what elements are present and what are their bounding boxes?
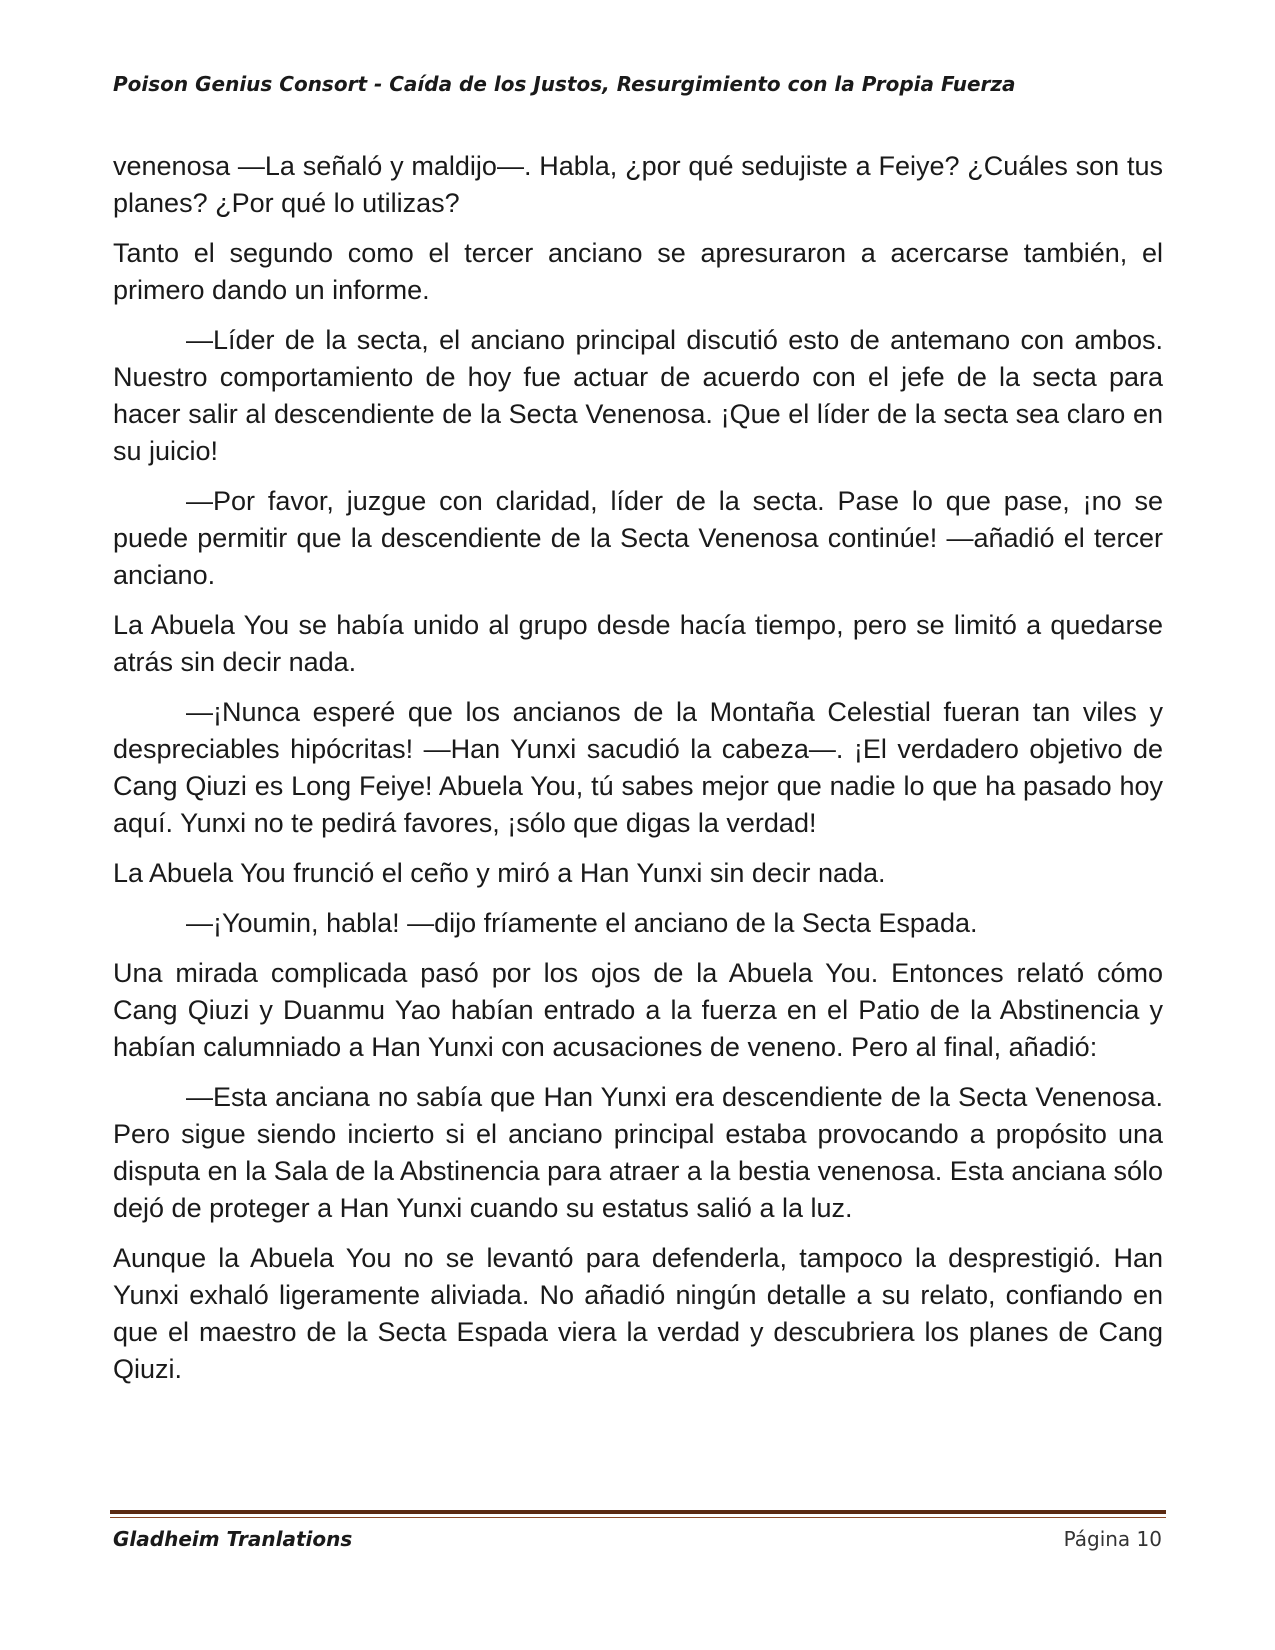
paragraph-10: —Esta anciana no sabía que Han Yunxi era descendiente de la Secta Venenosa. Pero sigue siendo incierto si el anciano principal estaba provocando a propósito una disputa en la Sala de la Abstinencia para atraer a la bestia venenosa. Esta anciana sólo dejó de proteger a Han Yunxi cuando su estatus salió a la luz. <box>113 1082 1163 1223</box>
paragraph-8: —¡Youmin, habla! —dijo fríamente el anciano de la Secta Espada. <box>186 908 978 938</box>
paragraph-3: —Líder de la secta, el anciano principal discutió esto de antemano con ambos. Nuestro comportamiento de hoy fue actuar de acuerdo con el jefe de la secta para hacer salir al descendiente de la Secta Venenosa. ¡Que el líder de la secta sea claro en su juicio! <box>113 325 1163 466</box>
footer-rule <box>110 1510 1166 1514</box>
footer-rule-thin <box>110 1517 1166 1518</box>
page-header-title: Poison Genius Consort - Caída de los Justos, Resurgimiento con la Propia Fuerza <box>113 72 1016 96</box>
footer-publisher: Gladheim Tranlations <box>113 1527 353 1551</box>
paragraph-1: venenosa —La señaló y maldijo—. Habla, ¿por qué sedujiste a Feiye? ¿Cuáles son tus planes? ¿Por qué lo utilizas? <box>113 151 1163 218</box>
paragraph-9: Una mirada complicada pasó por los ojos de la Abuela You. Entonces relató cómo Cang Qiuzi y Duanmu Yao habían entrado a la fuerza en el Patio de la Abstinencia y habían calumniado a Han Yunxi con acusaciones de veneno. Pero al final, añadió: <box>113 958 1163 1062</box>
paragraph-2: Tanto el segundo como el tercer anciano se apresuraron a acercarse también, el primero dando un informe. <box>113 238 1163 305</box>
footer-page-number: Página 10 <box>1063 1527 1162 1551</box>
document-body <box>113 148 1163 1401</box>
paragraph-11: Aunque la Abuela You no se levantó para defenderla, tampoco la desprestigió. Han Yunxi exhaló ligeramente aliviada. No añadió ningún detalle a su relato, confiando en que el maestro de la Secta Espada viera la verdad y descubriera los planes de Cang Qiuzi. <box>113 1243 1163 1384</box>
paragraph-6: —¡Nunca esperé que los ancianos de la Montaña Celestial fueran tan viles y despreciables hipócritas! —Han Yunxi sacudió la cabeza—. ¡El verdadero objetivo de Cang Qiuzi es Long Feiye! Abuela You, tú sabes mejor que nadie lo que ha pasado hoy aquí. Yunxi no te pedirá favores, ¡sólo que digas la verdad! <box>113 697 1163 838</box>
paragraph-4: —Por favor, juzgue con claridad, líder de la secta. Pase lo que pase, ¡no se puede permitir que la descendiente de la Secta Venenosa continúe! —añadió el tercer anciano. <box>113 486 1163 590</box>
paragraph-7: La Abuela You frunció el ceño y miró a Han Yunxi sin decir nada. <box>113 858 886 888</box>
paragraph-5: La Abuela You se había unido al grupo desde hacía tiempo, pero se limitó a quedarse atrás sin decir nada. <box>113 610 1163 677</box>
